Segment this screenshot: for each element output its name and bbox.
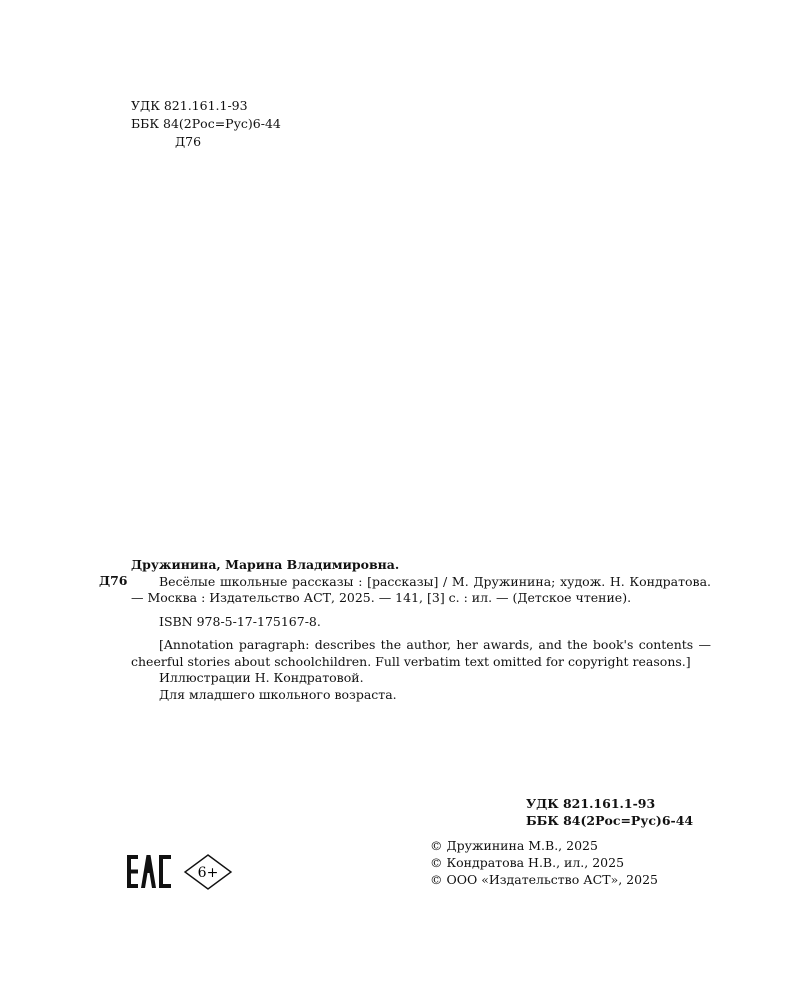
classification-codes-bottom (526, 795, 693, 829)
copyright-author: © Дружинина М.В., 2025 (430, 838, 598, 853)
copyright-illustrator: © Кондратова Н.В., ил., 2025 (430, 855, 625, 870)
copyright-notices (430, 837, 658, 888)
bbk-code: ББК 84(2Рос=Рус)6-44 (131, 116, 281, 131)
bbk-code-bottom: ББК 84(2Рос=Рус)6-44 (526, 813, 694, 828)
bibliographic-entry (131, 557, 711, 703)
age-rating-icon (183, 853, 233, 891)
title-statement: Весёлые школьные рассказы : [рассказы] / М. Дружинина; худож. Н. Кондратова. — Москва : Издательство АСТ, 2025. — 141, [3] с. : ил. — (Детское чтение). (131, 573, 711, 605)
classification-codes-top (131, 97, 281, 151)
entry-author-mark: Д76 (99, 573, 128, 588)
eac-mark-icon (127, 855, 173, 888)
age-rating-label: 6+ (197, 865, 219, 881)
udk-code-bottom: УДК 821.161.1-93 (526, 796, 656, 811)
copyright-publisher: © ООО «Издательство АСТ», 2025 (430, 872, 658, 887)
audience-note: Для младшего школьного возраста. (159, 686, 397, 702)
author-heading: Дружинина, Марина Владимировна. (131, 557, 400, 572)
udk-code: УДК 821.161.1-93 (131, 98, 248, 113)
isbn: ISBN 978-5-17-175167-8. (159, 613, 321, 629)
illustrations-credit: Иллюстрации Н. Кондратовой. (159, 670, 364, 685)
annotation: [Annotation paragraph: describes the author, her awards, and the book's contents — cheerful stories about schoolchildren. Full verbatim text omitted for copyright reasons.] (131, 637, 711, 669)
author-mark: Д76 (175, 134, 202, 149)
